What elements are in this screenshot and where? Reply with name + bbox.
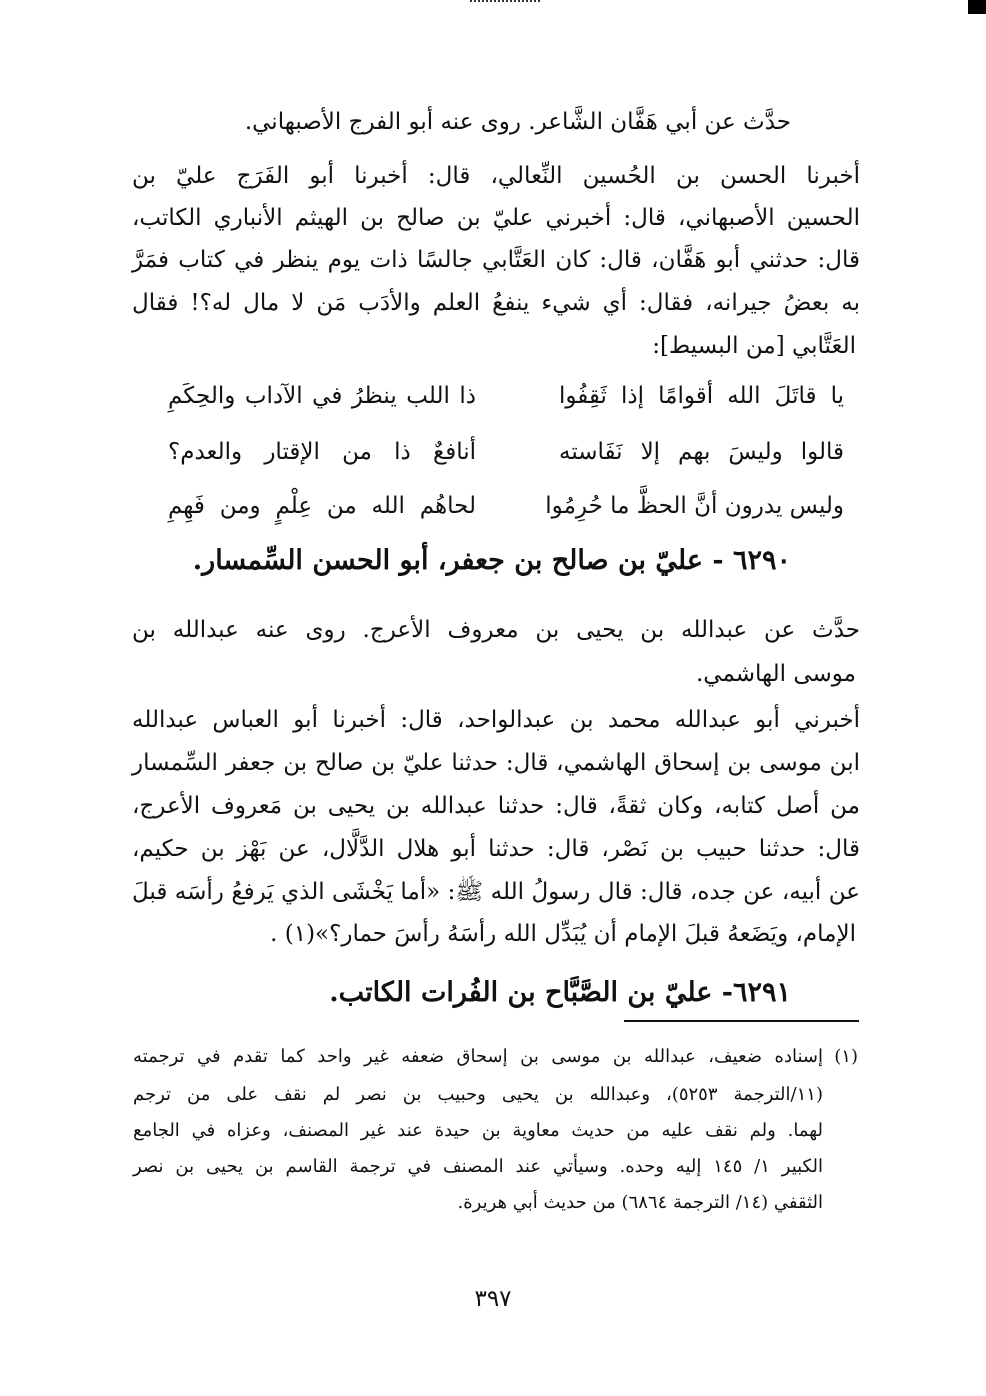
text-line: قال: حدثني أبو هَفَّان، قال: كان العَتَّابي جالسًا ذات يوم ينظر في كتاب فمَرَّ (132, 247, 860, 273)
footnote-line: لهما. ولم نقف عليه من حديث معاوية بن حيدة عند غير المصنف، وعزاه في الجامع (133, 1120, 823, 1141)
text-line: أخبرنا الحسن بن الحُسين النِّعالي، قال: أخبرنا أبو الفَرَج عليّ بن (132, 163, 860, 189)
text-line: الحسين الأصبهاني، قال: أخبرني عليّ بن صالح بن الهيثم الأنباري الكاتب، (132, 205, 860, 231)
text-line: الإمام، ويَضَعهُ قبلَ الإمام أن يُبَدِّل الله رأسَهُ رأسَ حمار؟»(١) . (270, 921, 856, 947)
text-line: حدَّث عن عبدالله بن يحيى بن معروف الأعرج. روى عنه عبدالله بن (132, 617, 860, 643)
entry-heading: ٦٢٩١- عليّ بن الصَّبَّاح بن الفُرات الكاتب. (329, 977, 791, 1008)
verse-hemistich-left: لحاهُم الله من عِلْمٍ ومن فَهِمِ (168, 493, 476, 519)
verse-hemistich-right: يا قاتَلَ الله أقوامًا إذا ثَقِفُوا (559, 383, 844, 409)
text-line: العَتَّابي [من البسيط]: (652, 333, 856, 359)
text-line: موسى الهاشمي. (695, 661, 856, 687)
scan-corner-mark (968, 0, 986, 14)
entry-heading: ٦٢٩٠ - عليّ بن صالح بن جعفر، أبو الحسن السِّمسار. (192, 545, 791, 576)
text-line: عن أبيه، عن جده، قال: قال رسولُ الله ﷺ: «أما يَخْشَى الذي يَرفعُ رأسَه قبلَ (132, 879, 860, 905)
footnote-line: (١١/الترجمة ٥٢٥٣)، وعبدالله بن يحيى وحبيب بن نصر لم نقف على من ترجم (133, 1084, 823, 1105)
verse-hemistich-right: قالوا وليسَ بهم إلا نَفَاسته (559, 439, 844, 465)
page-number: ٣٩٧ (474, 1286, 512, 1312)
text-line: حدَّث عن أبي هَفَّان الشَّاعر. روى عنه أبو الفرج الأصبهاني. (244, 109, 791, 135)
footnote-line: الكبير ١/ ١٤٥ إليه وحده. وسيأتي عند المصنف في ترجمة القاسم بن يحيى بن نصر (133, 1156, 823, 1177)
verse-hemistich-left: ذا اللب ينظرُ في الآداب والحِكَمِ (168, 383, 476, 409)
verse-hemistich-left: أنافعٌ ذا من الإقتار والعدم؟ (168, 439, 476, 465)
text-line: ابن موسى بن إسحاق الهاشمي، قال: حدثنا عليّ بن صالح بن جعفر السِّمسار (132, 750, 860, 776)
text-line: به بعضُ جيرانه، فقال: أي شيء ينفعُ العلم والأدَب مَن لا مال له؟! فقال (132, 290, 860, 316)
text-line: أخبرني أبو عبدالله محمد بن عبدالواحد، قال: أخبرنا أبو العباس عبدالله (132, 707, 860, 733)
footnote-line: الثقفي (١٤/ الترجمة ٦٨٦٤) من حديث أبي هريرة. (457, 1192, 823, 1213)
header-mark (470, 0, 540, 10)
verse-hemistich-right: وليس يدرون أنَّ الحظَّ ما حُرِمُوا (545, 493, 844, 519)
text-line: قال: حدثنا حبيب بن نَصْر، قال: حدثنا أبو هلال الدَّلَّال، عن بَهْز بن حكيم، (132, 836, 860, 862)
footnote-line: إسناده ضعيف، عبدالله بن موسى بن إسحاق ضعفه غير واحد كما تقدم في ترجمته (133, 1046, 823, 1067)
footnote-number: (١) (834, 1046, 858, 1067)
footnote-divider (624, 1020, 859, 1022)
text-line: من أصل كتابه، وكان ثقةً، قال: حدثنا عبدالله بن يحيى بن مَعروف الأعرج، (132, 793, 860, 819)
